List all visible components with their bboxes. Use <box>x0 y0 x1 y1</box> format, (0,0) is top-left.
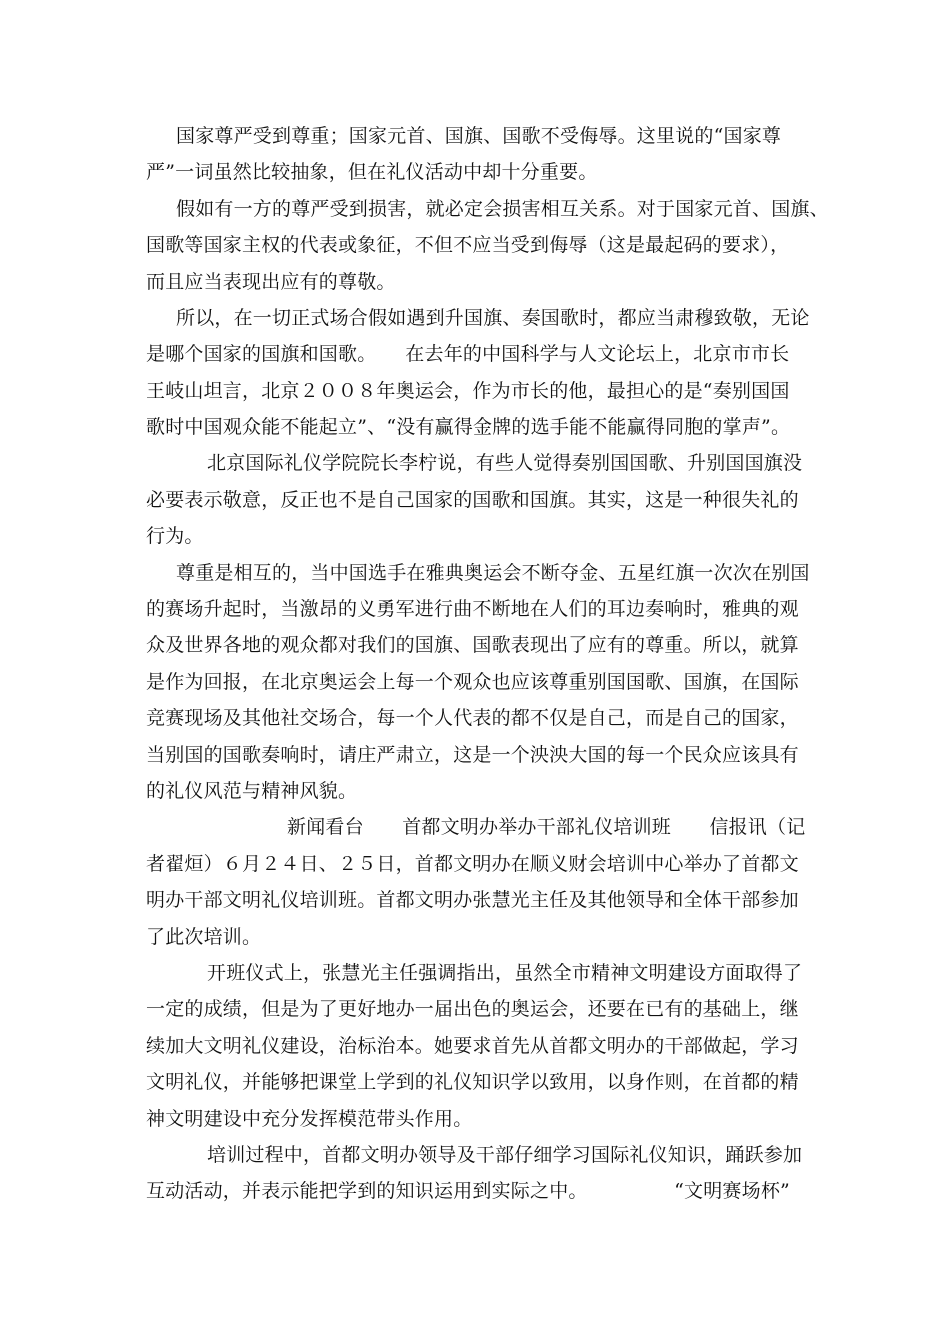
text-line: 国歌等国家主权的代表或象征，不但不应当受到侮辱（这是最起码的要求）， <box>146 234 790 256</box>
text-line: 尊重是相互的，当中国选手在雅典奥运会不断夺金、五星红旗一次次在别国 <box>176 562 810 584</box>
text-line: 者翟烜）６月２４日、２５日，首都文明办在顺义财会培训中心举办了首都文 <box>146 853 799 875</box>
text-line: 了此次培训。 <box>146 926 262 948</box>
text-line: 培训过程中，首都文明办领导及干部仔细学习国际礼仪知识，踊跃参加 <box>207 1144 803 1166</box>
text-line: 是哪个国家的国旗和国歌。 在去年的中国科学与人文论坛上，北京市市长 <box>146 343 790 365</box>
text-line: 北京国际礼仪学院院长李柠说，有些人觉得奏别国国歌、升别国国旗没 <box>207 452 803 474</box>
text-line: 行为。 <box>146 525 204 547</box>
text-line: 竞赛现场及其他社交场合，每一个人代表的都不仅是自己，而是自己的国家， <box>146 707 799 729</box>
text-line: 互动活动，并表示能把学到的知识运用到实际之中。 “文明赛场杯” <box>146 1180 790 1202</box>
text-line: 续加大文明礼仪建设，治标治本。她要求首先从首都文明办的干部做起，学习 <box>146 1035 799 1057</box>
text-line: 而且应当表现出应有的尊敬。 <box>146 271 396 293</box>
text-line: 假如有一方的尊严受到损害，就必定会损害相互关系。对于国家元首、国旗、 <box>176 198 829 220</box>
text-line: 一定的成绩，但是为了更好地办一届出色的奥运会，还要在已有的基础上，继 <box>146 998 799 1020</box>
text-line: 开班仪式上，张慧光主任强调指出，虽然全市精神文明建设方面取得了 <box>207 962 803 984</box>
text-line: 的赛场升起时，当激昂的义勇军进行曲不断地在人们的耳边奏响时，雅典的观 <box>146 598 799 620</box>
text-line: 的礼仪风范与精神风貌。 <box>146 780 358 802</box>
text-line: 严”一词虽然比较抽象，但在礼仪活动中却十分重要。 <box>146 161 598 183</box>
text-line: 国家尊严受到尊重；国家元首、国旗、国歌不受侮辱。这里说的“国家尊 <box>176 125 782 147</box>
text-line: 王岐山坦言，北京２００８年奥运会，作为市长的他，最担心的是“奏别国国 <box>146 380 790 402</box>
text-line: 新闻看台 首都文明办举办干部礼仪培训班 信报讯（记 <box>287 816 806 838</box>
text-line: 神文明建设中充分发挥模范带头作用。 <box>146 1108 473 1130</box>
text-line: 当别国的国歌奏响时，请庄严肃立，这是一个泱泱大国的每一个民众应该具有 <box>146 744 799 766</box>
text-line: 所以，在一切正式场合假如遇到升国旗、奏国歌时，都应当肃穆致敬，无论 <box>176 307 810 329</box>
text-line: 必要表示敬意，反正也不是自己国家的国歌和国旗。其实，这是一种很失礼的 <box>146 489 799 511</box>
text-line: 是作为回报，在北京奥运会上每一个观众也应该尊重别国国歌、国旗，在国际 <box>146 671 799 693</box>
text-line: 歌时中国观众能不能起立”、“没有赢得金牌的选手能不能赢得同胞的掌声”。 <box>146 416 791 438</box>
text-line: 文明礼仪，并能够把课堂上学到的礼仪知识学以致用，以身作则，在首都的精 <box>146 1071 799 1093</box>
text-line: 众及世界各地的观众都对我们的国旗、国歌表现出了应有的尊重。所以，就算 <box>146 634 799 656</box>
text-line: 明办干部文明礼仪培训班。首都文明办张慧光主任及其他领导和全体干部参加 <box>146 889 799 911</box>
